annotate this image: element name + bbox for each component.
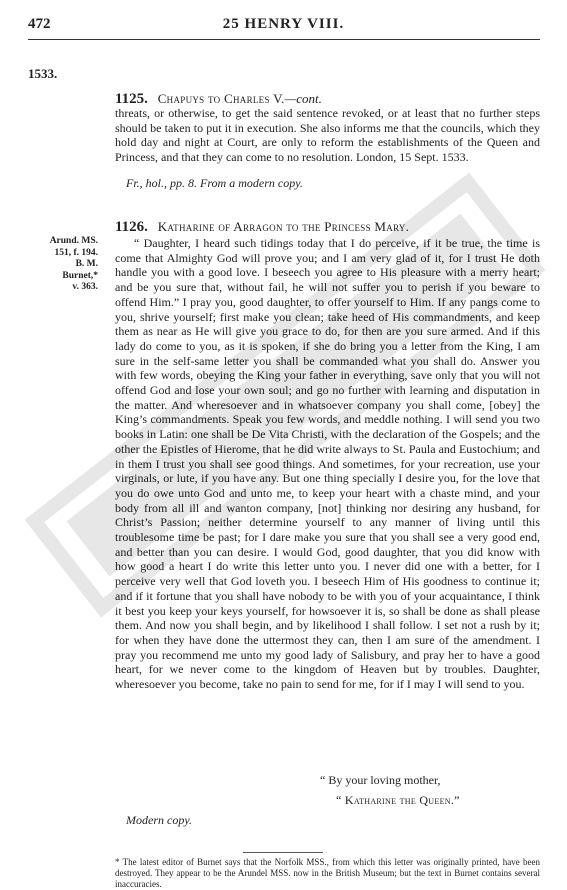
signature-line-1: “ By your loving mother,: [320, 773, 441, 787]
letter-body: “ Daughter, I heard such tidings today that I do perceive, if it be true, the time is come that Almighty God will prove you; and I am very glad of it, for I trust He doth handle you with a good love. I beseech you agree to His pleasure with a merry heart; and be you sure that, without fail, he will not suffer you to perish if you beware to offend Him.” I pray you, good daughter, to offer yourself to Him. If any pangs come to you, shrive yourself; first make you clean; take heed of His commandments, and keep them as near as He will give you grace to do, for then are you sure armed. And if this lady do come to you, as it is spoken, if she do bring you a letter from the King, I am sure in the self-same letter you shall be commanded what you shall do. Answer you with few words, obeying the King your father in everything, save only that you will not offend God and lose your own soul; and go no further with learning and disputation in the matter. And wheresoever and in whatsoever company you shall come, [obey] the King’s commandments. Speak you few words, and meddle nothing. I will send you two books in Latin: one shall be De Vita Christi, with the declaration of the Gospels; and the other the Epistles of Hierome, that he did write always to St. Paula and Eustochium; and in them I trust you shall see good things. And sometimes, for your recreation, use your virginals, or lute, if you have any. But one thing specially I desire you, for the love that you do owe unto God and unto me, to keep your heart with a chaste mind, and your body from all ill and wanton company, [not] thinking nor desiring any husband, for Christ’s Passion; neither determine yourself to any manner of living until this troublesome time be past; for I dare make you sure that you shall see a very good end, and better than you can desire. I would God, good daughter, that you did know with how good a heart I do write this letter unto you. I never did one with a better, for I perceive very well that God loveth you. I beseech Him of His goodness to continue it; and if it fortune that you shall have nobody to be with you of your acquaintance, I think it best you keep your keys yourself, for howsoever it is, so shall be done as shall please them. And now you shall begin, and by likelihood I shall follow. I set not a rush by it; for when they have done the uttermost they can, then I am sure of the amendment. I pray you recommend me unto my good lady of Salisbury, and pray her to have a good heart, for we never come to the kingdom of Heaven but by troubles. Daughter, wheresoever you become, take no pain to send for me, for if I may I will send to you.: [115, 236, 540, 692]
entry-1125-number: 1125.: [115, 91, 148, 107]
margin-line: v. 363.: [72, 282, 98, 292]
footnote-rule: [243, 852, 323, 853]
margin-line: Arund. MS.: [49, 236, 98, 246]
entry-1125-title-suffix: —cont.: [284, 91, 322, 106]
marginal-reference: [28, 236, 98, 294]
entry-1125-text: threats, or otherwise, to get the said sentence revoked, or at least that no further steps should be taken to put it in execution. She also informs me that the councils, which they hold day and night at Court, are only to reform the establishments of the Queen and Princess, and that they can come to no resolution. London, 15 Sept. 1533.: [115, 106, 540, 165]
footnote: * The latest editor of Burnet says that the Norfolk MSS., from which this letter was originally printed, have been destroyed. They appear to be the Arundel MSS. now in the British Museum; but the text in Burnet contains several inaccuracies.: [115, 857, 540, 889]
running-head: 25 HENRY VIII.: [222, 16, 345, 32]
signature-line-2: “ Katharine the Queen.”: [336, 793, 460, 807]
entry-1125-title: Chapuys to Charles V.: [157, 91, 285, 106]
entry-1125-source: Fr., hol., pp. 8. From a modern copy.: [126, 176, 303, 190]
margin-line: Burnet,*: [62, 270, 98, 281]
entry-1126-heading: [115, 219, 409, 236]
margin-line: B. M.: [75, 259, 98, 269]
entry-1126-source: Modern copy.: [126, 813, 192, 827]
page-number: 472: [28, 16, 51, 32]
entry-1126-number: 1126.: [115, 219, 148, 235]
year-marker: 1533.: [28, 66, 58, 81]
entry-1126-title: Katharine of Arragon to the Princess Mary.: [157, 219, 410, 234]
margin-line: 151, f. 194.: [54, 247, 98, 258]
header-rule: [28, 39, 540, 40]
